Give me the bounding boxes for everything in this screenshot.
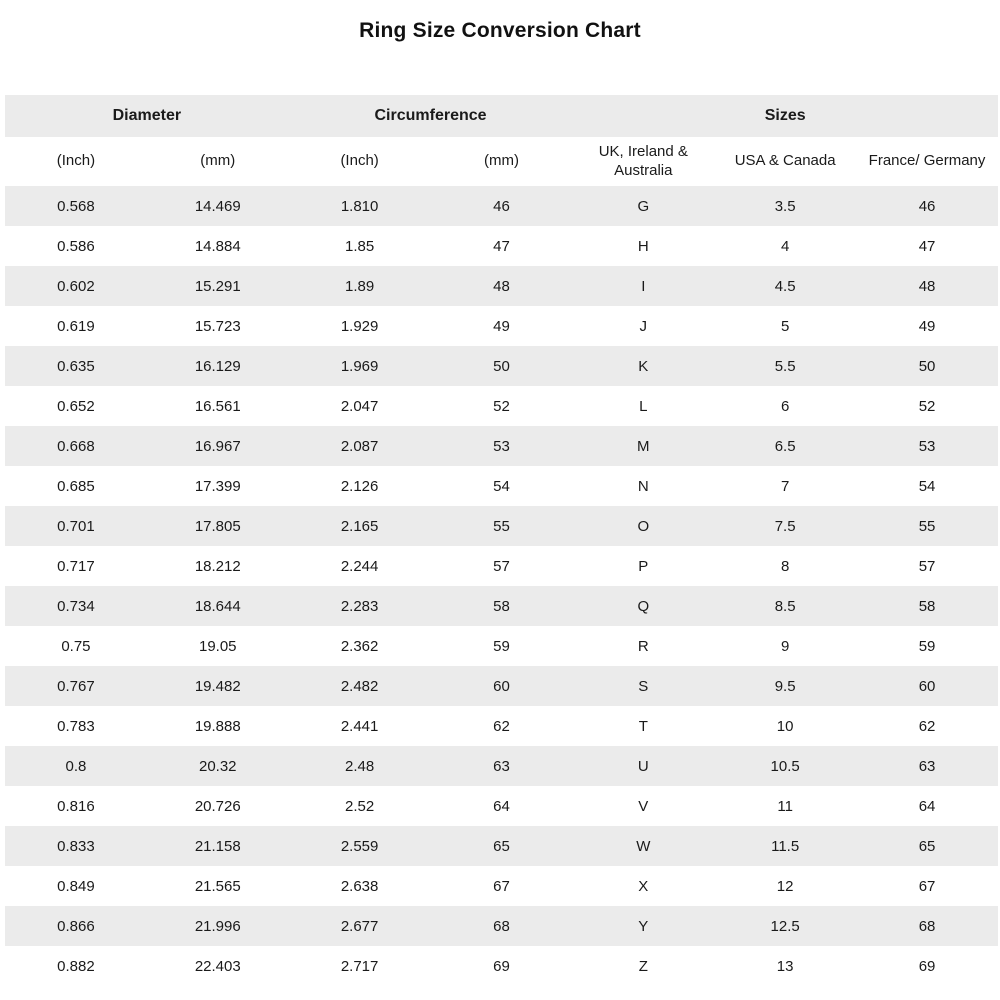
cell-size-uk-ireland-australia: W	[572, 826, 714, 866]
cell-size-usa-canada: 12	[714, 866, 856, 906]
table-body	[5, 186, 998, 986]
column-header-size-uk-ireland-australia: UK, Ireland & Australia	[572, 137, 714, 186]
cell-diameter-inch: 0.602	[5, 266, 147, 306]
cell-size-uk-ireland-australia: Y	[572, 906, 714, 946]
cell-circumference-inch: 1.969	[289, 346, 431, 386]
table-row	[5, 386, 998, 426]
table-row	[5, 546, 998, 586]
cell-size-uk-ireland-australia: Q	[572, 586, 714, 626]
cell-size-usa-canada: 10	[714, 706, 856, 746]
cell-size-uk-ireland-australia: V	[572, 786, 714, 826]
cell-size-usa-canada: 11	[714, 786, 856, 826]
cell-size-france-germany: 49	[856, 306, 998, 346]
cell-circumference-mm: 49	[431, 306, 573, 346]
cell-circumference-inch: 2.087	[289, 426, 431, 466]
cell-circumference-mm: 62	[431, 706, 573, 746]
cell-size-uk-ireland-australia: H	[572, 226, 714, 266]
cell-diameter-inch: 0.652	[5, 386, 147, 426]
cell-circumference-inch: 2.48	[289, 746, 431, 786]
cell-size-france-germany: 52	[856, 386, 998, 426]
cell-size-usa-canada: 3.5	[714, 186, 856, 226]
cell-size-uk-ireland-australia: J	[572, 306, 714, 346]
table-row	[5, 666, 998, 706]
table-row	[5, 786, 998, 826]
cell-diameter-mm: 15.723	[147, 306, 289, 346]
sub-header-row	[5, 137, 998, 186]
table-row	[5, 346, 998, 386]
column-header-circumference-mm: (mm)	[431, 137, 573, 186]
cell-size-usa-canada: 10.5	[714, 746, 856, 786]
cell-size-usa-canada: 12.5	[714, 906, 856, 946]
cell-diameter-mm: 19.05	[147, 626, 289, 666]
cell-diameter-mm: 20.726	[147, 786, 289, 826]
column-header-diameter-mm: (mm)	[147, 137, 289, 186]
table-row	[5, 906, 998, 946]
cell-diameter-mm: 18.644	[147, 586, 289, 626]
cell-diameter-inch: 0.866	[5, 906, 147, 946]
group-header-diameter: Diameter	[5, 95, 289, 137]
cell-size-france-germany: 57	[856, 546, 998, 586]
cell-diameter-mm: 21.565	[147, 866, 289, 906]
group-header-sizes: Sizes	[572, 95, 998, 137]
cell-size-uk-ireland-australia: T	[572, 706, 714, 746]
cell-circumference-mm: 60	[431, 666, 573, 706]
cell-diameter-mm: 16.967	[147, 426, 289, 466]
cell-circumference-inch: 2.717	[289, 946, 431, 986]
cell-circumference-inch: 2.126	[289, 466, 431, 506]
cell-size-uk-ireland-australia: R	[572, 626, 714, 666]
cell-circumference-mm: 50	[431, 346, 573, 386]
cell-circumference-inch: 2.047	[289, 386, 431, 426]
cell-diameter-inch: 0.668	[5, 426, 147, 466]
cell-size-usa-canada: 8.5	[714, 586, 856, 626]
cell-circumference-mm: 48	[431, 266, 573, 306]
cell-diameter-mm: 17.399	[147, 466, 289, 506]
cell-size-france-germany: 69	[856, 946, 998, 986]
table-row	[5, 506, 998, 546]
cell-size-usa-canada: 6.5	[714, 426, 856, 466]
cell-circumference-inch: 2.283	[289, 586, 431, 626]
cell-circumference-mm: 64	[431, 786, 573, 826]
cell-circumference-inch: 1.810	[289, 186, 431, 226]
table-row	[5, 826, 998, 866]
cell-size-usa-canada: 4	[714, 226, 856, 266]
cell-size-uk-ireland-australia: U	[572, 746, 714, 786]
cell-diameter-inch: 0.619	[5, 306, 147, 346]
group-header-row	[5, 95, 998, 137]
cell-size-usa-canada: 7	[714, 466, 856, 506]
cell-size-uk-ireland-australia: N	[572, 466, 714, 506]
cell-size-france-germany: 50	[856, 346, 998, 386]
cell-size-uk-ireland-australia: G	[572, 186, 714, 226]
cell-diameter-inch: 0.816	[5, 786, 147, 826]
cell-size-france-germany: 46	[856, 186, 998, 226]
cell-size-france-germany: 47	[856, 226, 998, 266]
cell-circumference-mm: 65	[431, 826, 573, 866]
table-row	[5, 426, 998, 466]
cell-size-uk-ireland-australia: S	[572, 666, 714, 706]
cell-diameter-inch: 0.833	[5, 826, 147, 866]
table-header	[5, 95, 998, 186]
cell-size-france-germany: 58	[856, 586, 998, 626]
cell-size-uk-ireland-australia: M	[572, 426, 714, 466]
cell-circumference-inch: 1.89	[289, 266, 431, 306]
cell-circumference-mm: 53	[431, 426, 573, 466]
cell-diameter-mm: 18.212	[147, 546, 289, 586]
cell-diameter-mm: 20.32	[147, 746, 289, 786]
cell-diameter-mm: 17.805	[147, 506, 289, 546]
cell-diameter-mm: 22.403	[147, 946, 289, 986]
cell-diameter-inch: 0.882	[5, 946, 147, 986]
ring-size-conversion-table	[5, 95, 998, 986]
cell-diameter-mm: 14.884	[147, 226, 289, 266]
cell-size-usa-canada: 9	[714, 626, 856, 666]
table-row	[5, 306, 998, 346]
cell-diameter-mm: 19.888	[147, 706, 289, 746]
cell-size-uk-ireland-australia: P	[572, 546, 714, 586]
cell-size-france-germany: 68	[856, 906, 998, 946]
cell-size-uk-ireland-australia: K	[572, 346, 714, 386]
cell-size-uk-ireland-australia: O	[572, 506, 714, 546]
cell-circumference-mm: 46	[431, 186, 573, 226]
cell-size-france-germany: 59	[856, 626, 998, 666]
cell-circumference-mm: 52	[431, 386, 573, 426]
cell-circumference-inch: 2.362	[289, 626, 431, 666]
column-header-circumference-inch: (Inch)	[289, 137, 431, 186]
cell-size-uk-ireland-australia: Z	[572, 946, 714, 986]
cell-diameter-inch: 0.717	[5, 546, 147, 586]
cell-diameter-inch: 0.685	[5, 466, 147, 506]
page-title: Ring Size Conversion Chart	[359, 19, 641, 42]
cell-diameter-mm: 21.996	[147, 906, 289, 946]
cell-diameter-inch: 0.701	[5, 506, 147, 546]
table-row	[5, 626, 998, 666]
cell-diameter-inch: 0.849	[5, 866, 147, 906]
cell-size-usa-canada: 4.5	[714, 266, 856, 306]
cell-size-france-germany: 54	[856, 466, 998, 506]
cell-diameter-mm: 19.482	[147, 666, 289, 706]
cell-size-france-germany: 53	[856, 426, 998, 466]
cell-circumference-inch: 2.244	[289, 546, 431, 586]
table-row	[5, 466, 998, 506]
cell-diameter-inch: 0.767	[5, 666, 147, 706]
cell-diameter-inch: 0.568	[5, 186, 147, 226]
cell-circumference-mm: 67	[431, 866, 573, 906]
cell-circumference-inch: 2.441	[289, 706, 431, 746]
cell-circumference-mm: 59	[431, 626, 573, 666]
cell-circumference-mm: 68	[431, 906, 573, 946]
cell-size-usa-canada: 9.5	[714, 666, 856, 706]
cell-circumference-mm: 47	[431, 226, 573, 266]
table-row	[5, 586, 998, 626]
cell-diameter-inch: 0.734	[5, 586, 147, 626]
cell-circumference-inch: 1.85	[289, 226, 431, 266]
group-header-circumference: Circumference	[289, 95, 573, 137]
table-row	[5, 186, 998, 226]
cell-size-uk-ireland-australia: I	[572, 266, 714, 306]
cell-circumference-inch: 2.165	[289, 506, 431, 546]
cell-size-usa-canada: 13	[714, 946, 856, 986]
cell-circumference-mm: 69	[431, 946, 573, 986]
cell-diameter-inch: 0.75	[5, 626, 147, 666]
cell-size-france-germany: 60	[856, 666, 998, 706]
cell-size-uk-ireland-australia: L	[572, 386, 714, 426]
cell-circumference-inch: 2.52	[289, 786, 431, 826]
cell-size-usa-canada: 7.5	[714, 506, 856, 546]
cell-size-uk-ireland-australia: X	[572, 866, 714, 906]
table-row	[5, 866, 998, 906]
cell-circumference-inch: 2.482	[289, 666, 431, 706]
cell-diameter-inch: 0.783	[5, 706, 147, 746]
cell-diameter-mm: 16.129	[147, 346, 289, 386]
cell-circumference-inch: 1.929	[289, 306, 431, 346]
column-header-size-france-germany: France/ Germany	[856, 137, 998, 186]
cell-size-france-germany: 65	[856, 826, 998, 866]
cell-circumference-inch: 2.677	[289, 906, 431, 946]
cell-size-france-germany: 48	[856, 266, 998, 306]
cell-circumference-inch: 2.638	[289, 866, 431, 906]
cell-size-usa-canada: 5	[714, 306, 856, 346]
cell-size-france-germany: 62	[856, 706, 998, 746]
cell-size-france-germany: 64	[856, 786, 998, 826]
cell-size-usa-canada: 8	[714, 546, 856, 586]
cell-size-usa-canada: 11.5	[714, 826, 856, 866]
table-row	[5, 706, 998, 746]
table-row	[5, 226, 998, 266]
cell-circumference-mm: 58	[431, 586, 573, 626]
cell-diameter-mm: 21.158	[147, 826, 289, 866]
cell-diameter-mm: 16.561	[147, 386, 289, 426]
table-row	[5, 746, 998, 786]
table-row	[5, 266, 998, 306]
cell-diameter-inch: 0.635	[5, 346, 147, 386]
cell-size-usa-canada: 6	[714, 386, 856, 426]
cell-circumference-mm: 55	[431, 506, 573, 546]
cell-circumference-mm: 57	[431, 546, 573, 586]
cell-diameter-inch: 0.586	[5, 226, 147, 266]
cell-circumference-inch: 2.559	[289, 826, 431, 866]
cell-size-france-germany: 67	[856, 866, 998, 906]
cell-size-usa-canada: 5.5	[714, 346, 856, 386]
cell-circumference-mm: 54	[431, 466, 573, 506]
cell-size-france-germany: 63	[856, 746, 998, 786]
cell-diameter-mm: 14.469	[147, 186, 289, 226]
cell-circumference-mm: 63	[431, 746, 573, 786]
cell-diameter-mm: 15.291	[147, 266, 289, 306]
cell-diameter-inch: 0.8	[5, 746, 147, 786]
cell-size-france-germany: 55	[856, 506, 998, 546]
column-header-diameter-inch: (Inch)	[5, 137, 147, 186]
column-header-size-usa-canada: USA & Canada	[714, 137, 856, 186]
table-row	[5, 946, 998, 986]
